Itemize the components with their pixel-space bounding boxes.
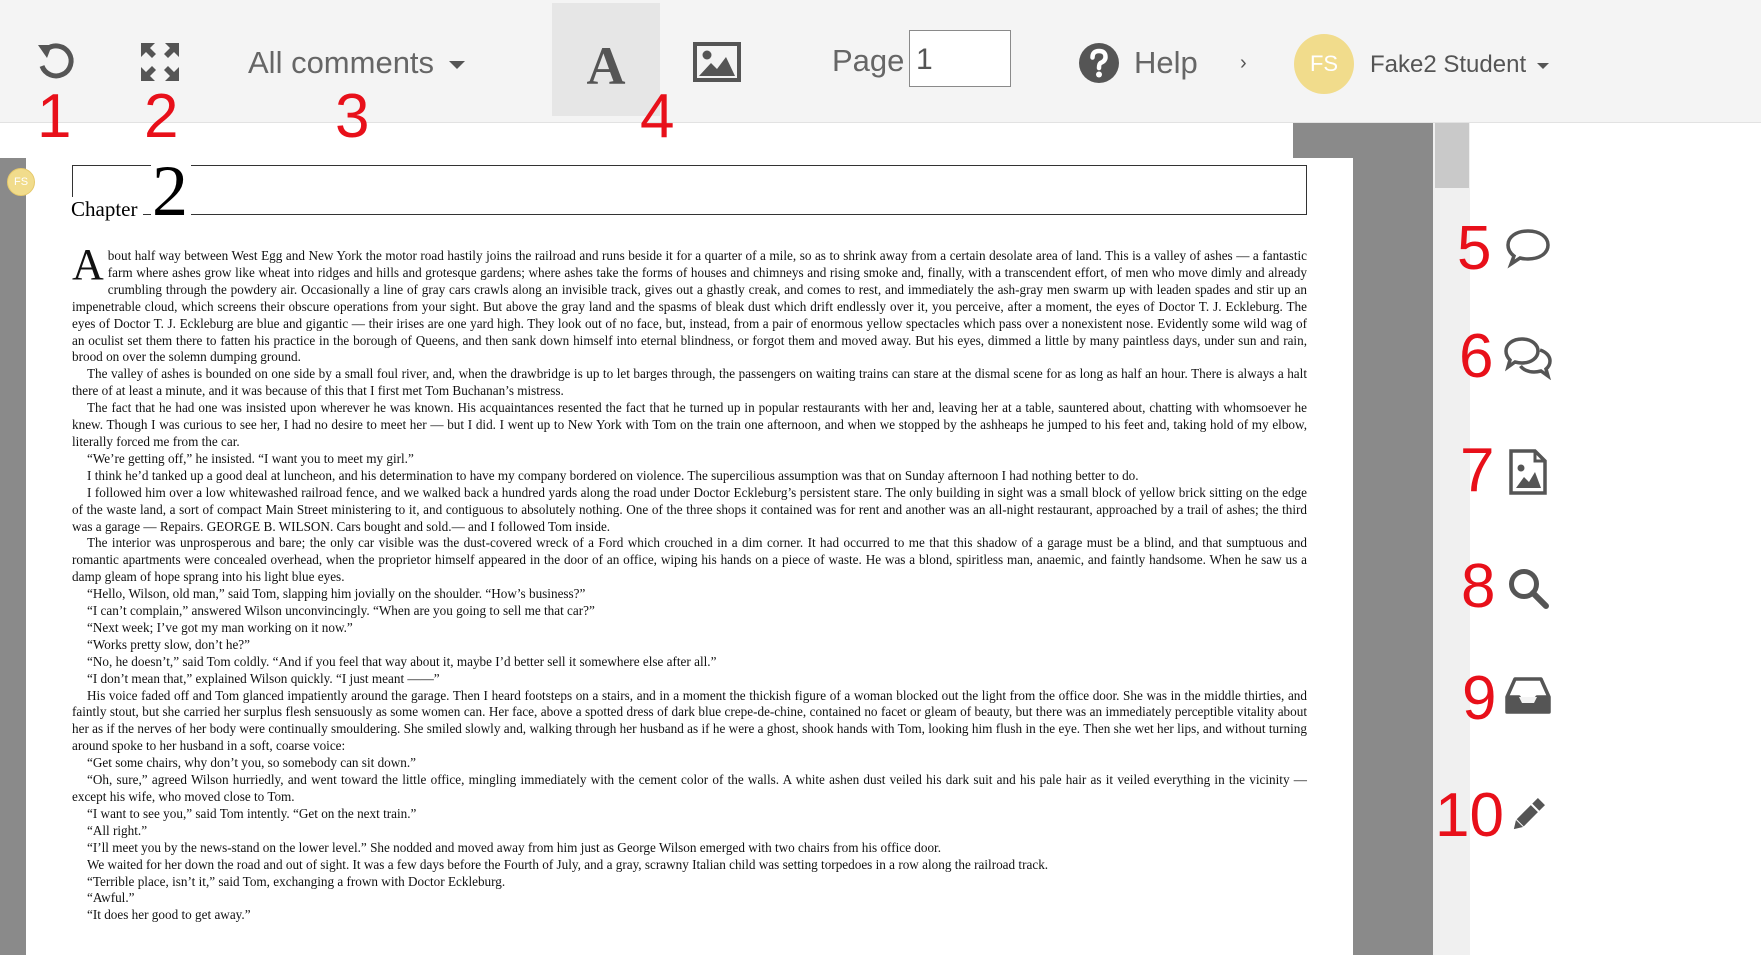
paragraph: The fact that he had one was insisted upon wherever he was known. His acquaintances resented the fact that he turned up in popular restaurants with her and, leaving her at a table, sauntered about, chatting with whomsoever he knew. Though I was curious to see her, I had no desire to meet her — but I did. I went up to New York with Tom on the train one afternoon, and when we stopped by the ashheaps he jumped to his feet and, taking hold of my elbow, literally forced me from the car. (72, 400, 1307, 449)
annotation-6: 6 (1459, 322, 1494, 391)
document-body (72, 240, 1307, 924)
annotation-5: 5 (1457, 214, 1492, 283)
discussion-icon (1504, 336, 1552, 380)
inbox-button[interactable] (1498, 665, 1558, 725)
image-annotation-button[interactable] (1498, 442, 1558, 502)
user-avatar (1294, 34, 1354, 94)
undo-icon (35, 41, 77, 83)
annotation-3: 3 (335, 82, 370, 151)
paragraph: “Next week; I’ve got my man working on it now.” (87, 619, 353, 635)
chapter-label: Chapter (71, 197, 143, 222)
image-annotation-icon (1508, 448, 1548, 496)
paragraph: “Hello, Wilson, old man,” said Tom, slapping him jovially on the shoulder. “How’s business?” (87, 586, 586, 602)
comment-avatar[interactable] (7, 168, 35, 196)
user-menu[interactable] (1294, 34, 1550, 94)
user-avatar-initials: FS (1309, 51, 1339, 76)
annotation-4: 4 (640, 82, 675, 151)
viewer-right-gutter (1353, 158, 1433, 955)
page-label: Page (832, 43, 905, 78)
paragraph: I think he’d tanked up a good deal at luncheon, and his determination to have my company bordered on violence. The supercilious assumption was that on Sunday afternoon I had nothing better to do. (87, 467, 1139, 483)
chevron-down-icon (448, 59, 466, 71)
paragraph: “All right.” (87, 822, 148, 838)
more-chevron[interactable]: › (1240, 52, 1247, 74)
comment-icon (1505, 227, 1551, 269)
chapter-header-box (72, 165, 1307, 215)
page-input[interactable] (909, 30, 1011, 87)
paragraph: “Terrible place, isn’t it,” said Tom, exchanging a frown with Doctor Eckleburg. (87, 873, 506, 889)
paragraph: The valley of ashes is bounded on one side by a small foul river, and, when the drawbridge is up to let barges through, the passengers on waiting trains can stare at the dismal scene for as long as half an hour. There is always a halt there of at least a minute, and it was because of this that I first met Tom Buchanan’s mistress. (72, 366, 1307, 399)
chevron-down-icon (1536, 61, 1550, 71)
image-mode-icon (693, 42, 741, 82)
fullscreen-icon (139, 41, 181, 83)
paragraph: I followed him over a low whitewashed railroad fence, and we walked back a hundred yards along the road under Doctor Eckleburg’s persistent stare. The only building in sight was a small block of yellow brick sitting on the edge of the waste land, a sort of compact Main Street ministering to it, and contiguous to absolutely nothing. One of the three shops it contained was for rent and another was an all-night restaurant, approached by a trail of ashes; the third was a garage — Repairs. GEORGE B. WILSON. Cars bought and sold.— and I followed Tom inside. (72, 484, 1307, 534)
paragraph: “Oh, sure,” agreed Wilson hurriedly, and went toward the little office, mingling immediately with the cement color of the walls. A white ashen dust veiled his dark suit and his pale hair as it veiled everything in the vicinity — except his wife, who moved close to Tom. (72, 772, 1307, 804)
annotation-2: 2 (144, 82, 179, 151)
annotation-10: 10 (1435, 781, 1504, 850)
toolbar (0, 0, 1761, 123)
paragraph: “I’ll meet you by the news-stand on the lower level.” She nodded and moved away from him just as George Wilson emerged with two chairs from his office door. (87, 839, 942, 855)
search-button[interactable] (1498, 558, 1558, 618)
viewer-top-strip (1293, 123, 1433, 158)
drop-cap: A (72, 240, 104, 289)
comments-filter-dropdown[interactable] (248, 40, 466, 86)
annotation-8: 8 (1461, 552, 1496, 621)
paragraph: “I want to see you,” said Tom intently. “Get on the next train.” (87, 805, 417, 821)
paragraph: “I don’t mean that,” explained Wilson quickly. “I just meant ——” (87, 670, 440, 686)
paragraph: “We’re getting off,” he insisted. “I want you to meet my girl.” (87, 450, 414, 466)
add-comment-button[interactable] (1498, 218, 1558, 278)
comment-avatar-initials: FS (13, 176, 29, 188)
viewer-gutter (0, 158, 29, 955)
discussion-button[interactable] (1498, 328, 1558, 388)
paragraph: “It does her good to get away.” (87, 907, 251, 923)
pencil-icon (1507, 794, 1549, 836)
undo-button[interactable] (28, 36, 84, 88)
scrollbar-thumb[interactable] (1435, 123, 1469, 188)
fullscreen-button[interactable] (134, 36, 186, 88)
chapter-number: 2 (152, 158, 188, 227)
annotation-9: 9 (1462, 664, 1497, 733)
paragraph: “I can’t complain,” answered Wilson unconvincingly. “When are you going to sell me that car?” (87, 603, 595, 619)
edit-button[interactable] (1498, 785, 1558, 845)
inbox-icon (1505, 675, 1551, 715)
annotation-7: 7 (1460, 436, 1495, 505)
search-icon (1507, 567, 1549, 609)
paragraph: “Get some chairs, why don’t you, so somebody can sit down.” (87, 755, 417, 771)
image-mode-button[interactable] (688, 36, 746, 88)
paragraph: His voice faded off and Tom glanced impatiently around the garage. Then I heard footsteps on a stairs, and in a moment the thickish figure of a woman blocked out the light from the office door. She was in the middle thirties, and faintly stout, but she carried her surplus flesh sensuously as some women can. Her face, above a spotted dress of dark blue crepe-de-chine, contained no facet or gleam of beauty, but there was an immediately perceptible vitality about her as if the nerves of her body were continually smouldering. She smiled slowly and, walking through her husband as if he were a ghost, shook hands with Tom, looking him flush in the eye. Then she wet her lips, and without turning around spoke to her husband in a soft, coarse voice: (72, 687, 1307, 754)
annotation-1: 1 (37, 82, 72, 151)
paragraph: The interior was unprosperous and bare; the only car visible was the dust-covered wreck of a Ford which crouched in a dim corner. It had occurred to me that this shadow of a garage must be a blind, and that sumptuous and romantic apartments were concealed overhead, when the proprietor himself appeared in the door of an office, wiping his hands on a piece of waste. He was a blond, spiritless man, anaemic, and faintly handsome. When he saw us a damp gleam of hope sprang into his light blue eyes. (72, 535, 1307, 585)
user-name: Fake2 Student (1370, 51, 1527, 78)
document-page (26, 158, 1353, 955)
comments-filter-label: All comments (248, 45, 435, 80)
paragraph: “No, he doesn’t,” said Tom coldly. “And if you feel that way about it, maybe I’d better sell it somewhere else after all.” (87, 653, 717, 669)
paragraph: “Works pretty slow, don’t he?” (87, 636, 251, 652)
help-button[interactable] (1078, 40, 1198, 86)
paragraph: “Awful.” (87, 890, 135, 906)
paragraph: We waited for her down the road and out of sight. It was a few days before the Fourth of July, and a gray, scrawny Italian child was setting torpedoes in a row along the railroad track. (87, 856, 1049, 872)
help-icon (1078, 42, 1120, 84)
paragraph: About half way between West Egg and New York the motor road hastily joins the railroad and runs beside it for a quarter of a mile, so as to shrink away from a certain desolate area of land. This is a valley of ashes — a fantastic farm where ashes grow like wheat into ridges and hills and grotesque gardens; where ashes take the forms of houses and chimneys and rising smoke and, finally, with a transcendent effort, of men who move dimly and already crumbling through the powdery air. Occasionally a line of gray cars crawls along an invisible track, gives out a ghastly creak, and comes to rest, and immediately the ash-gray men swarm up with leaden spades and stir up an impenetrable cloud, which screens their obscure operations from your sight. But above the gray land and the spasms of bleak dust which drift endlessly over it, you perceive, after a moment, the eyes of Doctor T. J. Eckleburg. The eyes of Doctor T. J. Eckleburg are blue and gigantic — their irises are one yard high. They look out of no face, but, instead, from a pair of enormous yellow spectacles which pass over a nonexistent nose. Evidently some wild wag of an oculist set them there to fatten his practice in the borough of Queens, and then sank down himself into eternal blindness, or forgot them and moved away. But his eyes, dimmed a little by many paintless days, under sun and rain, brood on over the solemn dumping ground. (72, 240, 1307, 365)
page-input-value: 1 (916, 43, 933, 76)
help-label: Help (1134, 45, 1198, 80)
text-mode-icon: A (586, 35, 626, 96)
